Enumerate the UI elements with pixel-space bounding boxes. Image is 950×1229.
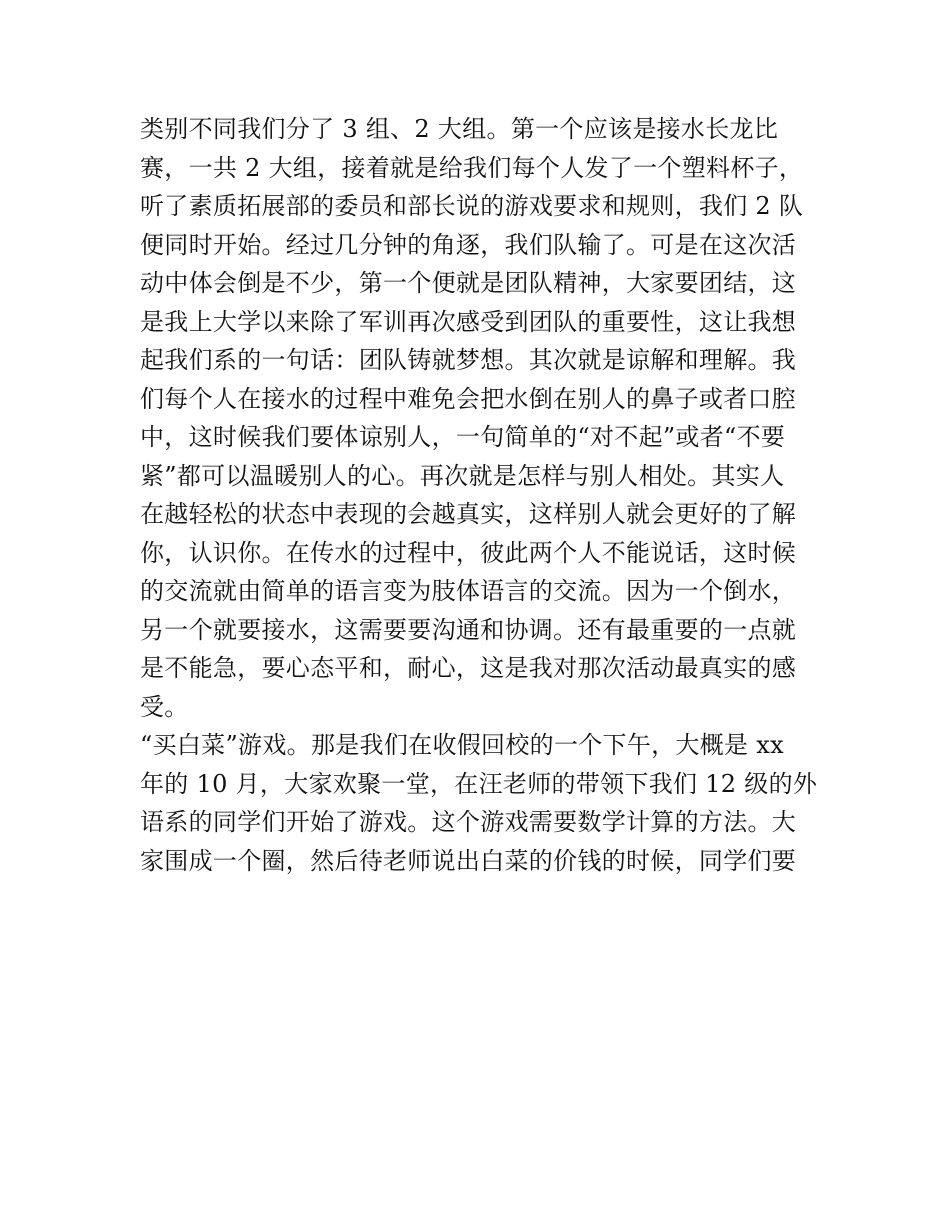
text-line: 听了素质拓展部的委员和部长说的游戏要求和规则，我们 2 队	[140, 192, 804, 220]
text-line: 起我们系的一句话：团队铸就梦想。其次就是谅解和理解。我	[140, 346, 797, 374]
body-text	[140, 110, 820, 880]
text-line: 受。	[140, 692, 189, 721]
text-line: 类别不同我们分了 3 组、2 大组。第一个应该是接水长龙比	[140, 115, 779, 143]
text-line: 动中体会倒是不少，第一个便就是团队精神，大家要团结，这	[140, 269, 797, 297]
text-line: “买白菜”游戏。那是我们在收假回校的一个下午，大概是 xx	[140, 731, 784, 759]
text-line: 另一个就要接水，这需要要沟通和协调。还有最重要的一点就	[140, 615, 797, 644]
text-line: 中，这时候我们要体谅别人，一句简单的“对不起”或者“不要	[140, 423, 786, 451]
text-line: 赛，一共 2 大组，接着就是给我们每个人发了一个塑料杯子，	[140, 153, 804, 182]
text-line: 你，认识你。在传水的过程中，彼此两个人不能说话，这时候	[140, 538, 797, 567]
text-line: 的交流就由简单的语言变为肢体语言的交流。因为一个倒水，	[140, 577, 797, 605]
text-line: 们每个人在接水的过程中难免会把水倒在别人的鼻子或者口腔	[140, 384, 797, 413]
text-line: 年的 10 月，大家欢聚一堂，在汪老师的带领下我们 12 级的外	[140, 769, 818, 798]
text-line: 是不能急，要心态平和，耐心，这是我对那次活动最真实的感	[140, 654, 797, 682]
text-line: 紧”都可以温暖别人的心。再次就是怎样与别人相处。其实人	[140, 461, 785, 490]
text-line: 在越轻松的状态中表现的会越真实，这样别人就会更好的了解	[140, 500, 797, 528]
text-line: 便同时开始。经过几分钟的角逐，我们队输了。可是在这次活	[140, 230, 797, 259]
text-line: 家围成一个圈，然后待老师说出白菜的价钱的时候，同学们要	[140, 846, 797, 875]
text-line: 是我上大学以来除了军训再次感受到团队的重要性，这让我想	[140, 307, 797, 336]
text-line: 语系的同学们开始了游戏。这个游戏需要数学计算的方法。大	[140, 808, 797, 836]
